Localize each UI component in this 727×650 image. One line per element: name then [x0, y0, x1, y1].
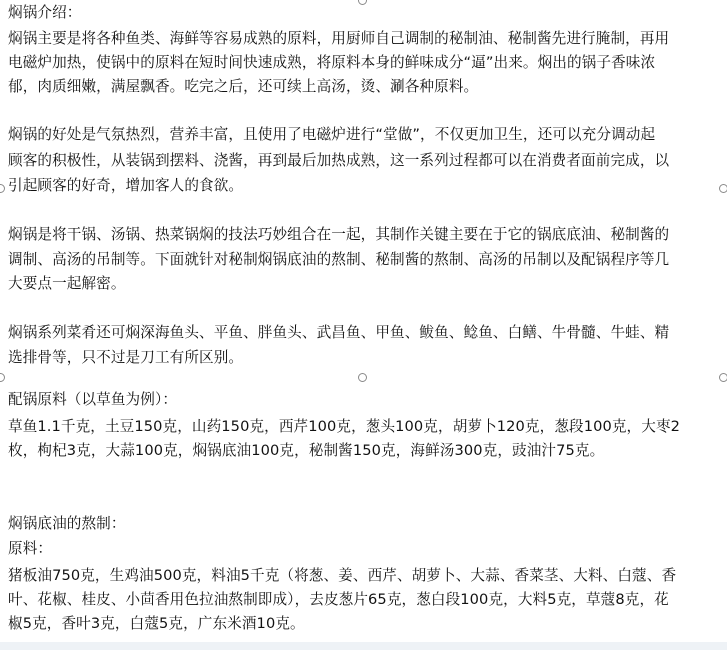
blank-line	[8, 298, 717, 320]
paragraph-line: 焖锅主要是将各种鱼类、海鲜等容易成熟的原料，用厨师自己调制的秘制油、秘制酱先进行腌制，再用	[8, 30, 670, 47]
paragraph-line: 选排骨等，只不过是刀工有所区别。	[8, 349, 244, 366]
paragraph-line: 电磁炉加热，使锅中的原料在短时间快速成熟，将原料本身的鲜味成分“逼”出来。焖出的锅子香味浓	[8, 54, 656, 71]
paragraph-line: 枚，枸杞3克，大蒜100克，焖锅底油100克，秘制酱150克，海鲜汤300克，豉油汁75克。	[8, 442, 605, 459]
heading-base-oil: 焖锅底油的熬制：	[8, 515, 126, 532]
heading-intro: 焖锅介绍：	[8, 4, 82, 21]
blank-line	[8, 488, 717, 510]
blank-line	[8, 100, 717, 122]
paragraph-line: 猪板油750克，生鸡油500克，料油5千克（将葱、姜、西芹、胡萝卜、大蒜、香菜茎、大料、白蔻、香	[8, 567, 677, 584]
paragraph-line: 椒5克，香叶3克，白蔻5克，广东米酒10克。	[8, 615, 305, 632]
paragraph-line: 焖锅的好处是气氛热烈，营养丰富，且使用了电磁炉进行“堂做”，不仅更加卫生，还可以充分调动起	[8, 126, 656, 143]
heading-ingredients: 配锅原料（以草鱼为例）：	[8, 391, 178, 408]
paragraph-line: 引起顾客的好奇，增加客人的食欲。	[8, 177, 244, 194]
subheading-materials: 原料：	[8, 540, 53, 557]
paragraph-line: 焖锅系列菜肴还可焖深海鱼头、平鱼、胖鱼头、武昌鱼、甲鱼、鲅鱼、鲶鱼、白鳝、牛骨髓、牛蛙、精	[8, 324, 670, 341]
resize-handle-right-middle[interactable]	[719, 373, 727, 382]
paragraph-line: 顾客的积极性，从装锅到摆料、浇酱，再到最后加热成熟，这一系列过程都可以在消费者面前完成，以	[8, 152, 670, 169]
paragraph-line: 焖锅是将干锅、汤锅、热菜锅焖的技法巧妙组合在一起，其制作关键主要在于它的锅底底油、秘制酱的	[8, 226, 670, 243]
paragraph-line: 调制、高汤的吊制等。下面就针对秘制焖锅底油的熬制、秘制酱的熬制、高汤的吊制以及配锅程序等几	[8, 251, 670, 268]
paragraph-line: 叶、花椒、桂皮、小茴香用色拉油熬制即成），去皮葱片65克，葱白段100克，大料5克，草蔻8克，花	[8, 591, 669, 608]
paragraph-line: 草鱼1.1千克，土豆150克，山药150克，西芹100克，葱头100克，胡萝卜120克，葱段100克，大枣2	[8, 418, 681, 435]
paragraph-line: 郁，肉质细嫩，满屋飘香。吃完之后，还可续上高汤，烫、涮各种原料。	[8, 78, 479, 95]
blank-line	[8, 464, 717, 486]
resize-handle-center[interactable]	[358, 373, 367, 382]
paragraph-line: 大要点一起解密。	[8, 275, 126, 292]
resize-handle-right-upper[interactable]	[719, 184, 727, 193]
bottom-edge	[0, 642, 727, 650]
blank-line	[8, 199, 717, 221]
